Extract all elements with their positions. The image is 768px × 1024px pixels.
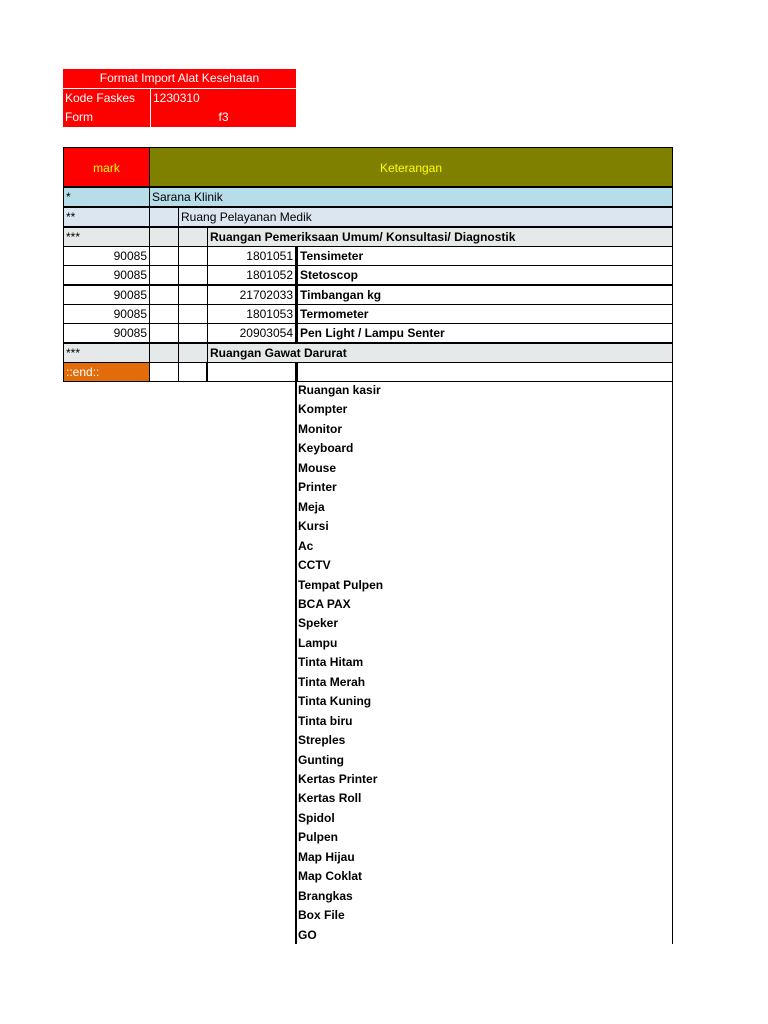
list-item: Kursi	[298, 519, 329, 534]
row-label: Ruang Pelayanan Medik	[179, 207, 673, 227]
list-item: Lampu	[298, 635, 338, 650]
mark-column-header: mark	[63, 147, 150, 187]
form-value: f3	[151, 108, 296, 128]
row-indent	[150, 285, 179, 305]
list-item: Mouse	[298, 460, 337, 475]
list-item: Ac	[298, 538, 314, 553]
list-item: Kertas Roll	[298, 791, 362, 806]
end-mark: ::end::	[63, 362, 150, 382]
row-indent	[179, 227, 208, 247]
form-label: Form	[63, 108, 151, 128]
list-item: Gunting	[298, 752, 344, 767]
row-indent	[150, 343, 179, 363]
table-row	[63, 285, 673, 305]
row-indent	[179, 343, 208, 363]
table-row-end	[63, 362, 673, 382]
item-mark: 90085	[63, 304, 150, 324]
list-item: Map Coklat	[298, 869, 363, 884]
item-mark: 90085	[63, 246, 150, 266]
list-item: BCA PAX	[298, 596, 351, 611]
table-row-level3	[63, 343, 673, 363]
item-name: Termometer	[296, 304, 673, 324]
row-mark: *	[63, 187, 150, 207]
list-item: CCTV	[298, 558, 331, 573]
list-item: Ruangan kasir	[298, 383, 381, 397]
table-row	[63, 304, 673, 324]
list-item: Keyboard	[298, 441, 354, 456]
row-label: Sarana Klinik	[150, 187, 673, 207]
list-item: Tempat Pulpen	[298, 577, 384, 592]
list-right-border	[672, 381, 673, 944]
list-divider	[295, 381, 297, 944]
list-item: Tinta Kuning	[298, 694, 372, 709]
list-item: Tinta biru	[298, 713, 353, 728]
list-item: Meja	[298, 499, 325, 514]
list-item: Kompter	[298, 402, 348, 417]
list-item: Monitor	[298, 421, 342, 436]
item-code: 20903054	[208, 323, 296, 343]
row-indent	[150, 362, 179, 382]
table-row	[63, 323, 673, 343]
item-code: 1801053	[208, 304, 296, 324]
row-label: Ruangan Gawat Darurat	[208, 343, 673, 363]
list-item: Brangkas	[298, 888, 353, 903]
row-mark: **	[63, 207, 150, 227]
row-indent	[150, 227, 179, 247]
list-item: Tinta Hitam	[298, 655, 364, 670]
row-mark: ***	[63, 227, 150, 247]
list-item: GO	[298, 927, 317, 942]
item-code: 21702033	[208, 285, 296, 305]
list-item: Speker	[298, 616, 339, 631]
list-item: Tinta Merah	[298, 674, 366, 689]
kode-faskes-value: 1230310	[151, 89, 296, 109]
item-mark: 90085	[63, 285, 150, 305]
row-indent	[179, 265, 208, 285]
import-title: Format Import Alat Kesehatan	[63, 69, 296, 89]
list-item: Spidol	[298, 810, 335, 825]
list-item: Pulpen	[298, 830, 339, 845]
list-item: Printer	[298, 480, 337, 495]
keterangan-column-header: Keterangan	[150, 147, 673, 187]
item-mark: 90085	[63, 265, 150, 285]
row-indent	[179, 285, 208, 305]
table-row-level1	[63, 187, 673, 207]
row-indent	[179, 323, 208, 343]
table-row	[63, 246, 673, 266]
item-name: Stetoscop	[296, 265, 673, 285]
row-empty	[208, 362, 296, 382]
row-indent	[150, 207, 179, 227]
table-row-level2	[63, 207, 673, 227]
row-indent	[179, 304, 208, 324]
item-code: 1801051	[208, 246, 296, 266]
item-name: Pen Light / Lampu Senter	[296, 323, 673, 343]
kode-faskes-label: Kode Faskes	[63, 89, 151, 109]
row-indent	[150, 246, 179, 266]
row-indent	[150, 323, 179, 343]
table-row-level3	[63, 227, 673, 247]
item-name: Timbangan kg	[296, 285, 673, 305]
row-mark: ***	[63, 343, 150, 363]
list-item: Kertas Printer	[298, 772, 378, 786]
row-indent	[150, 304, 179, 324]
item-name: Tensimeter	[296, 246, 673, 266]
list-item: Streples	[298, 733, 346, 748]
row-indent	[179, 362, 208, 382]
row-empty	[296, 362, 673, 382]
row-indent	[179, 246, 208, 266]
item-code: 1801052	[208, 265, 296, 285]
table-row	[63, 265, 673, 285]
row-label: Ruangan Pemeriksaan Umum/ Konsultasi/ Diagnostik	[208, 227, 673, 247]
list-item: Box File	[298, 908, 345, 923]
list-item: Map Hijau	[298, 849, 355, 864]
item-mark: 90085	[63, 323, 150, 343]
row-indent	[150, 265, 179, 285]
